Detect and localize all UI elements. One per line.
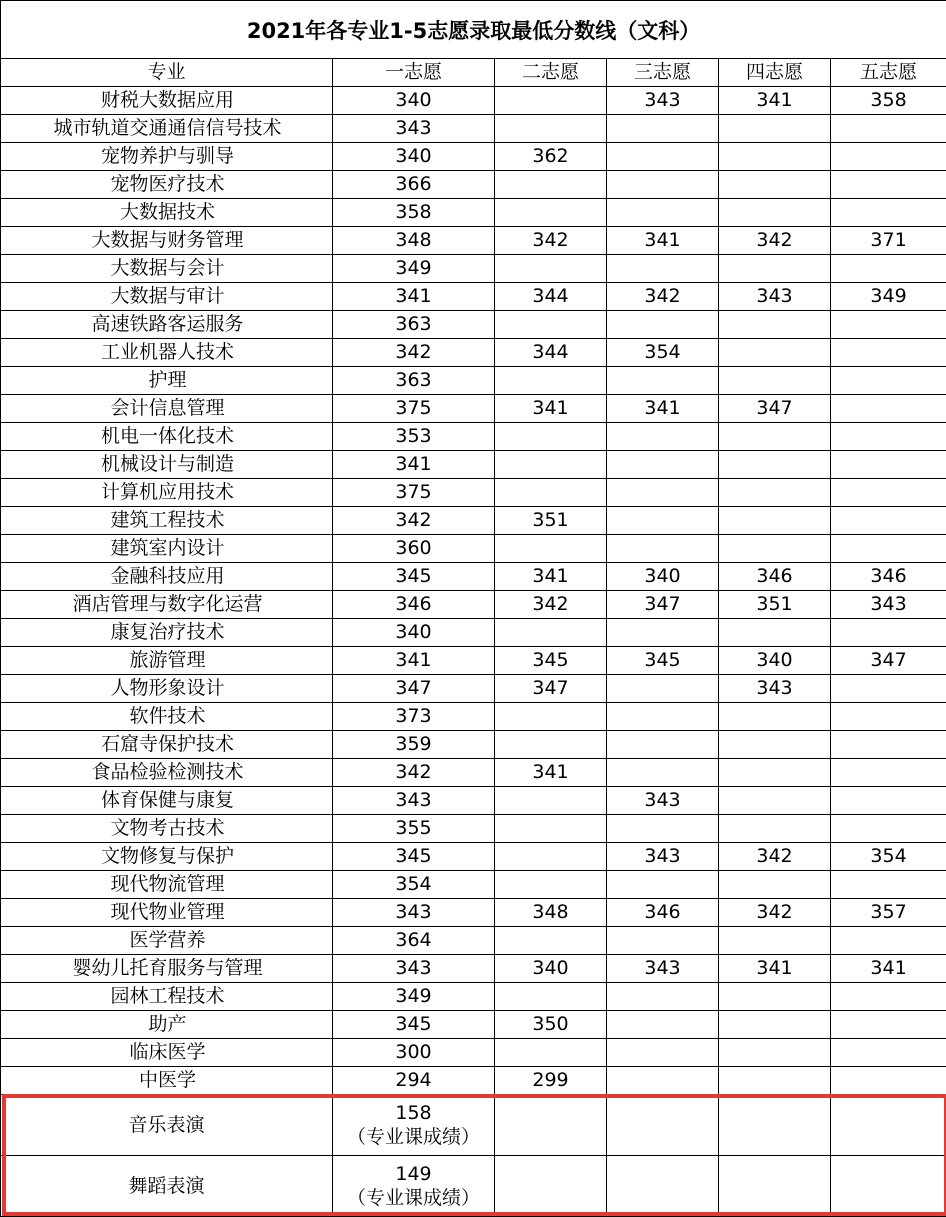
choice-1-cell: 340 [333,143,495,171]
major-cell: 大数据技术 [1,199,333,227]
choice-4-cell: 351 [719,591,831,619]
choice-5-cell: 347 [831,647,946,675]
choice-3-cell: 341 [607,395,719,423]
specialty-score: 149 [333,1162,494,1186]
choice-4-cell [719,311,831,339]
table-row [1,395,946,423]
choice-1-cell: 360 [333,535,495,563]
choice-4-cell [719,143,831,171]
choice-3-cell: 347 [607,591,719,619]
table-title: 2021年各专业1-5志愿录取最低分数线（文科） [1,1,946,59]
choice-4-cell [719,479,831,507]
choice-4-cell [719,759,831,787]
major-cell: 音乐表演 [1,1095,333,1156]
header-choice-3: 三志愿 [607,59,719,87]
choice-3-cell [607,1156,719,1217]
table-row [1,451,946,479]
title-row [1,1,946,59]
header-row [1,59,946,87]
choice-1-cell: 345 [333,563,495,591]
major-cell: 园林工程技术 [1,983,333,1011]
choice-5-cell [831,1067,946,1095]
choice-5-cell [831,479,946,507]
table-row [1,1067,946,1095]
header-major: 专业 [1,59,333,87]
choice-3-cell [607,927,719,955]
choice-1-cell: 366 [333,171,495,199]
table-row [1,1039,946,1067]
table-row [1,367,946,395]
choice-4-cell [719,1039,831,1067]
choice-3-cell: 340 [607,563,719,591]
table-row [1,647,946,675]
choice-4-cell [719,787,831,815]
choice-5-cell: 354 [831,843,946,871]
choice-2-cell: 348 [495,899,607,927]
major-cell: 城市轨道交通通信信号技术 [1,115,333,143]
choice-3-cell [607,255,719,283]
choice-3-cell [607,143,719,171]
choice-2-cell [495,1156,607,1217]
table-row [1,87,946,115]
choice-5-cell [831,759,946,787]
major-cell: 宠物养护与驯导 [1,143,333,171]
major-cell: 人物形象设计 [1,675,333,703]
choice-5-cell: 358 [831,87,946,115]
choice-1-cell: 349 [333,983,495,1011]
choice-4-cell [719,1011,831,1039]
choice-3-cell [607,759,719,787]
choice-5-cell [831,395,946,423]
choice-2-cell [495,367,607,395]
choice-4-cell: 347 [719,395,831,423]
choice-2-cell: 340 [495,955,607,983]
major-cell: 大数据与会计 [1,255,333,283]
choice-4-cell [719,367,831,395]
choice-5-cell [831,787,946,815]
choice-2-cell [495,1095,607,1156]
choice-1-cell: 345 [333,843,495,871]
special-table-row [1,1156,946,1217]
choice-1-cell: 343 [333,787,495,815]
choice-3-cell [607,535,719,563]
choice-1-cell: 341 [333,451,495,479]
choice-5-cell: 343 [831,591,946,619]
choice-3-cell [607,871,719,899]
major-cell: 大数据与财务管理 [1,227,333,255]
choice-2-cell [495,479,607,507]
table-row [1,339,946,367]
major-cell: 食品检验检测技术 [1,759,333,787]
choice-2-cell [495,815,607,843]
choice-3-cell [607,815,719,843]
choice-3-cell [607,983,719,1011]
choice-2-cell [495,311,607,339]
major-cell: 临床医学 [1,1039,333,1067]
choice-3-cell: 346 [607,899,719,927]
major-cell: 宠物医疗技术 [1,171,333,199]
choice-1-cell: 363 [333,367,495,395]
choice-5-cell [831,311,946,339]
choice-5-cell [831,871,946,899]
table-row [1,255,946,283]
choice-2-cell [495,535,607,563]
choice-2-cell [495,927,607,955]
choice-2-cell [495,843,607,871]
choice-4-cell [719,927,831,955]
choice-4-cell [719,171,831,199]
choice-2-cell: 341 [495,395,607,423]
choice-5-cell [831,703,946,731]
choice-4-cell [719,1095,831,1156]
choice-2-cell [495,451,607,479]
choice-3-cell [607,451,719,479]
choice-3-cell: 354 [607,339,719,367]
choice-5-cell: 371 [831,227,946,255]
choice-4-cell [719,619,831,647]
choice-2-cell: 344 [495,283,607,311]
major-cell: 文物考古技术 [1,815,333,843]
major-cell: 现代物业管理 [1,899,333,927]
choice-4-cell: 342 [719,899,831,927]
choice-1-cell: 342 [333,759,495,787]
choice-5-cell: 341 [831,955,946,983]
choice-3-cell [607,199,719,227]
choice-4-cell: 341 [719,955,831,983]
choice-1-cell: 343 [333,115,495,143]
choice-2-cell [495,871,607,899]
choice-3-cell [607,171,719,199]
choice-3-cell [607,675,719,703]
major-cell: 财税大数据应用 [1,87,333,115]
major-cell: 金融科技应用 [1,563,333,591]
choice-2-cell [495,115,607,143]
major-cell: 体育保健与康复 [1,787,333,815]
choice-1-cell: 294 [333,1067,495,1095]
choice-2-cell [495,1039,607,1067]
choice-1-cell [333,1156,495,1217]
major-cell: 医学营养 [1,927,333,955]
choice-5-cell: 346 [831,563,946,591]
choice-4-cell [719,815,831,843]
choice-1-cell: 375 [333,479,495,507]
major-cell: 护理 [1,367,333,395]
choice-5-cell [831,171,946,199]
choice-1-cell: 345 [333,1011,495,1039]
choice-5-cell [831,675,946,703]
major-cell: 会计信息管理 [1,395,333,423]
major-cell: 康复治疗技术 [1,619,333,647]
choice-5-cell [831,367,946,395]
major-cell: 工业机器人技术 [1,339,333,367]
choice-5-cell [831,339,946,367]
choice-1-cell: 355 [333,815,495,843]
choice-2-cell [495,731,607,759]
choice-2-cell: 351 [495,507,607,535]
major-cell: 大数据与审计 [1,283,333,311]
choice-5-cell [831,199,946,227]
choice-5-cell: 357 [831,899,946,927]
choice-5-cell [831,927,946,955]
choice-3-cell [607,507,719,535]
major-cell: 石窟寺保护技术 [1,731,333,759]
choice-5-cell [831,619,946,647]
choice-4-cell [719,1067,831,1095]
choice-4-cell: 342 [719,843,831,871]
choice-2-cell: 342 [495,227,607,255]
choice-5-cell: 349 [831,283,946,311]
choice-1-cell [333,1095,495,1156]
table-row [1,479,946,507]
special-table-row [1,1095,946,1156]
table-row [1,563,946,591]
table-row [1,171,946,199]
major-cell: 酒店管理与数字化运营 [1,591,333,619]
choice-4-cell [719,535,831,563]
specialty-score: 158 [333,1101,494,1125]
table-row [1,731,946,759]
choice-4-cell [719,507,831,535]
table-row [1,675,946,703]
choice-5-cell [831,1156,946,1217]
choice-2-cell [495,703,607,731]
choice-5-cell [831,1095,946,1156]
choice-1-cell: 340 [333,87,495,115]
header-choice-5: 五志愿 [831,59,946,87]
choice-3-cell [607,479,719,507]
choice-4-cell [719,1156,831,1217]
choice-4-cell [719,199,831,227]
choice-1-cell: 347 [333,675,495,703]
choice-5-cell [831,731,946,759]
table-row [1,619,946,647]
choice-1-cell: 375 [333,395,495,423]
table-row [1,283,946,311]
major-cell: 文物修复与保护 [1,843,333,871]
choice-3-cell [607,367,719,395]
choice-4-cell [719,339,831,367]
choice-5-cell [831,423,946,451]
choice-1-cell: 358 [333,199,495,227]
choice-2-cell: 342 [495,591,607,619]
table-row [1,703,946,731]
choice-5-cell [831,143,946,171]
choice-4-cell [719,731,831,759]
choice-1-cell: 300 [333,1039,495,1067]
table-row [1,507,946,535]
choice-2-cell: 299 [495,1067,607,1095]
specialty-score-note: （专业课成绩） [333,1125,494,1149]
choice-2-cell: 341 [495,563,607,591]
specialty-score-note: （专业课成绩） [333,1186,494,1210]
choice-3-cell: 343 [607,843,719,871]
choice-1-cell: 354 [333,871,495,899]
major-cell: 婴幼儿托育服务与管理 [1,955,333,983]
choice-1-cell: 373 [333,703,495,731]
choice-3-cell [607,731,719,759]
major-cell: 助产 [1,1011,333,1039]
table-row [1,983,946,1011]
choice-2-cell [495,619,607,647]
choice-3-cell [607,311,719,339]
choice-1-cell: 359 [333,731,495,759]
major-cell: 软件技术 [1,703,333,731]
choice-2-cell [495,423,607,451]
choice-5-cell [831,451,946,479]
choice-4-cell: 343 [719,283,831,311]
table-row [1,115,946,143]
table-row [1,843,946,871]
table-row [1,143,946,171]
choice-1-cell: 342 [333,507,495,535]
choice-1-cell: 340 [333,619,495,647]
table-row [1,815,946,843]
choice-3-cell [607,703,719,731]
choice-3-cell [607,1011,719,1039]
choice-4-cell [719,703,831,731]
choice-2-cell [495,171,607,199]
choice-1-cell: 343 [333,899,495,927]
table-row [1,591,946,619]
choice-2-cell [495,255,607,283]
table-row [1,759,946,787]
choice-2-cell [495,87,607,115]
choice-2-cell [495,199,607,227]
choice-1-cell: 341 [333,647,495,675]
choice-5-cell [831,255,946,283]
major-cell: 机械设计与制造 [1,451,333,479]
choice-3-cell: 345 [607,647,719,675]
major-cell: 旅游管理 [1,647,333,675]
choice-3-cell: 343 [607,87,719,115]
header-choice-4: 四志愿 [719,59,831,87]
major-cell: 建筑工程技术 [1,507,333,535]
choice-5-cell [831,815,946,843]
choice-4-cell [719,451,831,479]
choice-4-cell: 342 [719,227,831,255]
choice-4-cell [719,983,831,1011]
choice-4-cell: 346 [719,563,831,591]
choice-3-cell [607,1039,719,1067]
table-row [1,199,946,227]
choice-4-cell [719,871,831,899]
choice-2-cell: 345 [495,647,607,675]
choice-5-cell [831,535,946,563]
table-row [1,1011,946,1039]
choice-2-cell: 362 [495,143,607,171]
major-cell: 机电一体化技术 [1,423,333,451]
choice-2-cell [495,983,607,1011]
choice-3-cell: 342 [607,283,719,311]
choice-1-cell: 364 [333,927,495,955]
choice-4-cell: 341 [719,87,831,115]
major-cell: 建筑室内设计 [1,535,333,563]
choice-3-cell: 341 [607,227,719,255]
table-row [1,227,946,255]
choice-3-cell: 343 [607,787,719,815]
choice-1-cell: 346 [333,591,495,619]
major-cell: 现代物流管理 [1,871,333,899]
header-choice-1: 一志愿 [333,59,495,87]
choice-4-cell [719,255,831,283]
choice-5-cell [831,1011,946,1039]
choice-5-cell [831,1039,946,1067]
major-cell: 中医学 [1,1067,333,1095]
choice-3-cell: 343 [607,955,719,983]
table-row [1,311,946,339]
table-row [1,787,946,815]
table-row [1,927,946,955]
choice-2-cell: 341 [495,759,607,787]
choice-3-cell [607,619,719,647]
table-row [1,955,946,983]
choice-3-cell [607,423,719,451]
table-row [1,423,946,451]
choice-5-cell [831,507,946,535]
table-row [1,871,946,899]
table-row [1,899,946,927]
choice-1-cell: 348 [333,227,495,255]
choice-4-cell: 343 [719,675,831,703]
table-row [1,535,946,563]
choice-2-cell: 347 [495,675,607,703]
choice-2-cell [495,787,607,815]
major-cell: 高速铁路客运服务 [1,311,333,339]
choice-4-cell: 340 [719,647,831,675]
choice-1-cell: 342 [333,339,495,367]
choice-1-cell: 341 [333,283,495,311]
choice-1-cell: 343 [333,955,495,983]
choice-4-cell [719,423,831,451]
major-cell: 计算机应用技术 [1,479,333,507]
choice-4-cell [719,115,831,143]
choice-1-cell: 353 [333,423,495,451]
choice-1-cell: 349 [333,255,495,283]
choice-5-cell [831,983,946,1011]
choice-3-cell [607,115,719,143]
choice-1-cell: 363 [333,311,495,339]
choice-2-cell: 344 [495,339,607,367]
choice-3-cell [607,1095,719,1156]
major-cell: 舞蹈表演 [1,1156,333,1217]
choice-2-cell: 350 [495,1011,607,1039]
choice-5-cell [831,115,946,143]
choice-3-cell [607,1067,719,1095]
header-choice-2: 二志愿 [495,59,607,87]
